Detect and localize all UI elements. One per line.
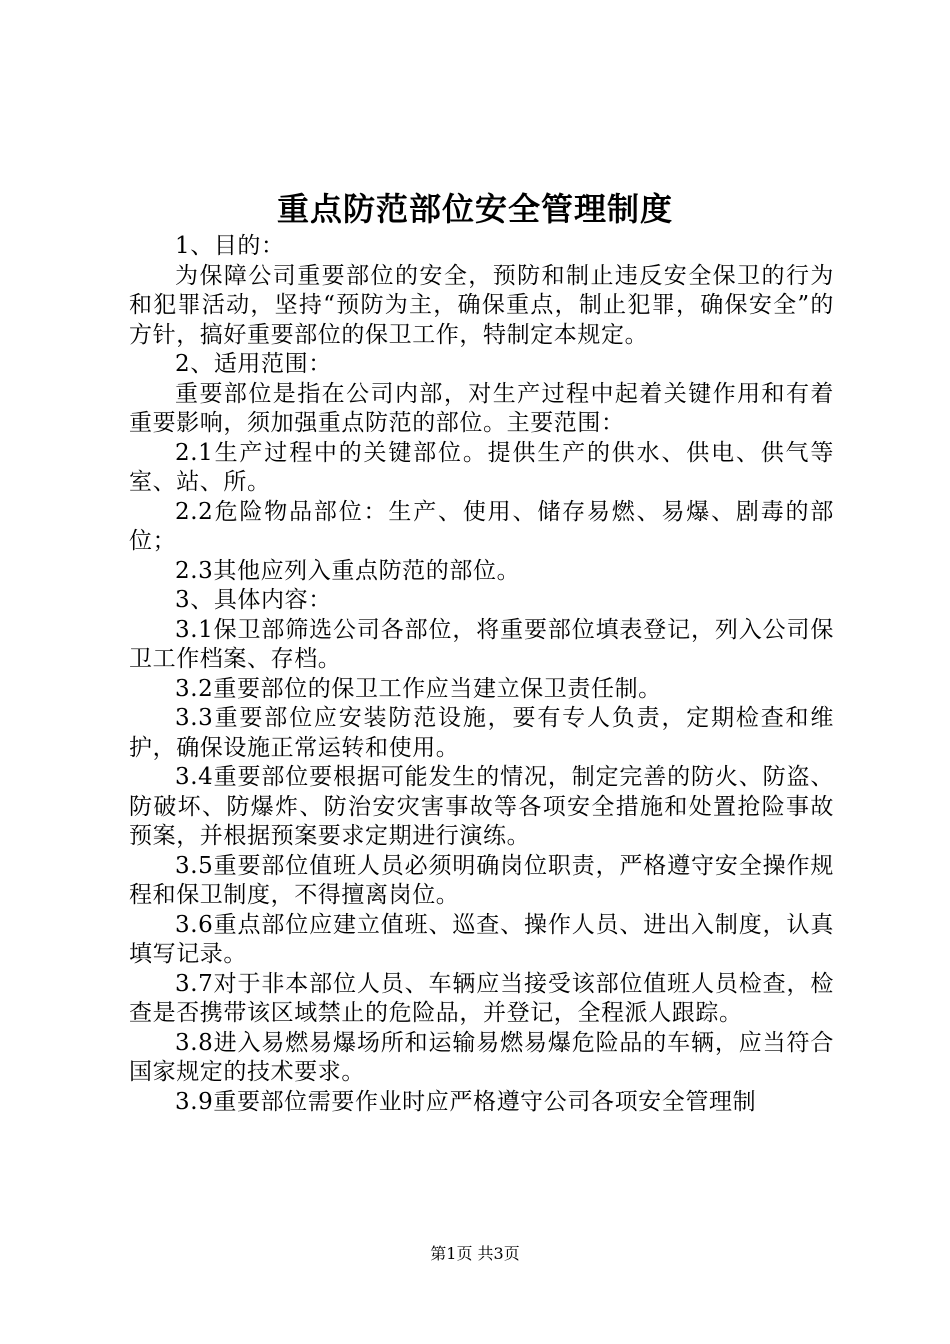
paragraph: 3.5重要部位值班人员必须明确岗位职责，严格遵守安全操作规程和保卫制度，不得擅离岗位。 <box>129 852 834 908</box>
paragraph: 3.1保卫部筛选公司各部位，将重要部位填表登记，列入公司保卫工作档案、存档。 <box>129 616 834 672</box>
paragraph: 2.1生产过程中的关键部位。提供生产的供水、供电、供气等室、站、所。 <box>129 439 834 495</box>
paragraph: 3.8进入易燃易爆场所和运输易燃易爆危险品的车辆，应当符合国家规定的技术要求。 <box>129 1029 834 1085</box>
paragraph: 3.6重点部位应建立值班、巡查、操作人员、进出入制度，认真填写记录。 <box>129 911 834 967</box>
paragraph: 2.3其他应列入重点防范的部位。 <box>175 557 521 584</box>
paragraph: 3.4重要部位要根据可能发生的情况，制定完善的防火、防盗、防破坏、防爆炸、防治安灾害事故等各项安全措施和处置抢险事故预案，并根据预案要求定期进行演练。 <box>129 764 834 849</box>
paragraph: 重要部位是指在公司内部，对生产过程中起着关键作用和有着重要影响，须加强重点防范的部位。主要范围： <box>129 380 834 436</box>
document-title: 重点防范部位安全管理制度 <box>276 190 673 228</box>
paragraph: 3.3重要部位应安装防范设施，要有专人负责，定期检查和维护，确保设施正常运转和使用。 <box>129 705 834 761</box>
document-body <box>129 232 834 1117</box>
paragraph: 1、目的： <box>175 233 285 259</box>
paragraph: 3.9重要部位需要作业时应严格遵守公司各项安全管理制 <box>175 1088 757 1115</box>
paragraph: 2.2危险物品部位：生产、使用、储存易燃、易爆、剧毒的部位； <box>129 498 834 554</box>
paragraph: 3.7对于非本部位人员、车辆应当接受该部位值班人员检查，检查是否携带该区域禁止的危险品，并登记，全程派人跟踪。 <box>129 970 834 1026</box>
paragraph: 为保障公司重要部位的安全，预防和制止违反安全保卫的行为和犯罪活动，坚持“预防为主，确保重点，制止犯罪，确保安全”的方针，搞好重要部位的保卫工作，特制定本规定。 <box>129 262 834 348</box>
page-footer: 第1页 共3页 <box>430 1244 520 1263</box>
paragraph: 2、适用范围： <box>175 351 332 377</box>
paragraph: 3.2重要部位的保卫工作应当建立保卫责任制。 <box>175 675 662 702</box>
paragraph: 3、具体内容： <box>175 587 332 613</box>
